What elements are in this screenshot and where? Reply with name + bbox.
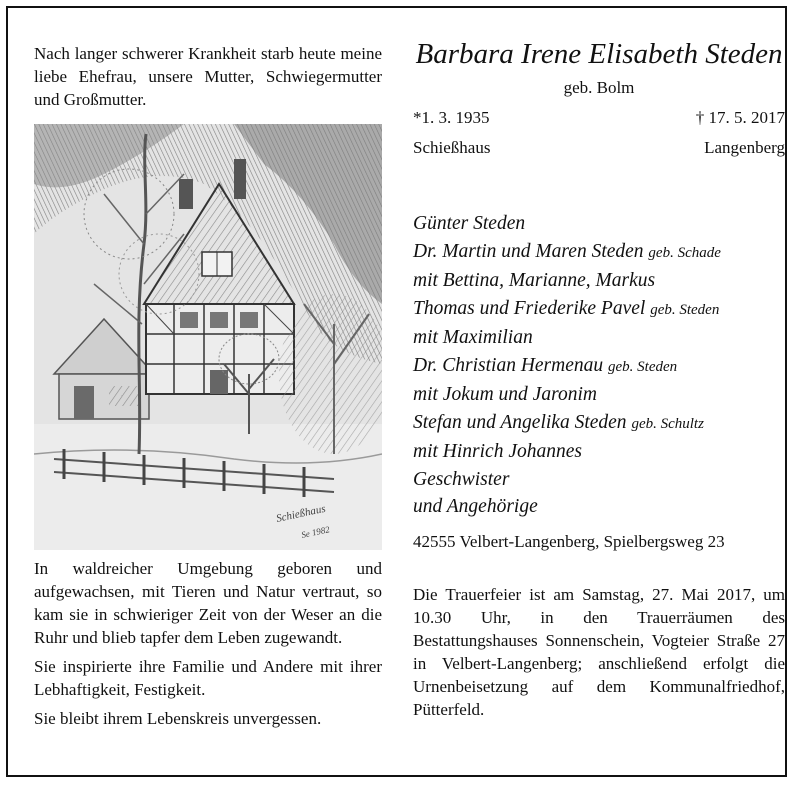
death-date: † 17. 5. 2017 — [695, 108, 785, 127]
family-address: 42555 Velbert-Langenberg, Spielbergsweg 23 — [413, 532, 725, 551]
sketch-illustration — [34, 124, 382, 550]
birth-place: Schießhaus — [413, 138, 491, 157]
mourners-list — [413, 210, 785, 521]
mourner-line: Dr. Martin und Maren Steden geb. Schade — [413, 240, 721, 262]
bio-paragraph: Sie inspirierte ihre Familie und Andere mit ihrer Lebhaftigkeit, Festigkeit. — [34, 657, 382, 699]
life-dates — [413, 103, 785, 163]
mourner-line: Geschwister — [413, 468, 510, 490]
sketch-signature-date: Se 1982 — [300, 524, 331, 540]
deceased-name: Barbara Irene Elisabeth Steden — [415, 38, 783, 70]
bio-paragraph: In waldreicher Umgebung geboren und aufgewachsen, mit Tieren und Natur vertraut, so kam sie in schwieriger Zeit von der Weser an die Ruhr und blieb tapfer dem Leben zugewandt. — [34, 559, 382, 647]
maiden-name: geb. Bolm — [563, 78, 635, 97]
mourner-line: mit Bettina, Marianne, Markus — [413, 270, 656, 291]
pencil-sketch-house — [34, 124, 382, 550]
mourner-line: und Angehörige — [413, 496, 538, 517]
mourner-line: mit Maximilian — [413, 327, 533, 348]
mourner-line: mit Hinrich Johannes — [413, 441, 582, 462]
mourner-line: Dr. Christian Hermenau geb. Steden — [413, 354, 678, 376]
death-place: Langenberg — [704, 138, 785, 157]
mourner-line: Stefan und Angelika Steden geb. Schultz — [413, 411, 704, 433]
bio-paragraph: Sie bleibt ihrem Lebenskreis unvergessen. — [34, 709, 322, 728]
sketch-signature: Schießhaus — [275, 502, 327, 525]
intro-text: Nach langer schwerer Krankheit starb heute meine liebe Ehefrau, unsere Mutter, Schwiegermutter und Großmutter. — [34, 44, 382, 109]
mourner-line: Günter Steden — [413, 213, 526, 234]
biography — [34, 557, 382, 736]
obituary-notice — [6, 6, 787, 777]
birth-date: *1. 3. 1935 — [413, 108, 490, 127]
mourner-line: mit Jokum und Jaronim — [413, 384, 597, 405]
funeral-service-info: Die Trauerfeier ist am Samstag, 27. Mai 2017, um 10.30 Uhr, in den Trauerräumen des Bestattungshauses Sonnenschein, Vogteier Straße 27 in Velbert-Langenberg; anschließend erfolgt die Urnenbeisetzung auf dem Kommunalfriedhof, Pütterfeld. — [413, 585, 785, 719]
mourner-line: Thomas und Friederike Pavel geb. Steden — [413, 297, 720, 319]
